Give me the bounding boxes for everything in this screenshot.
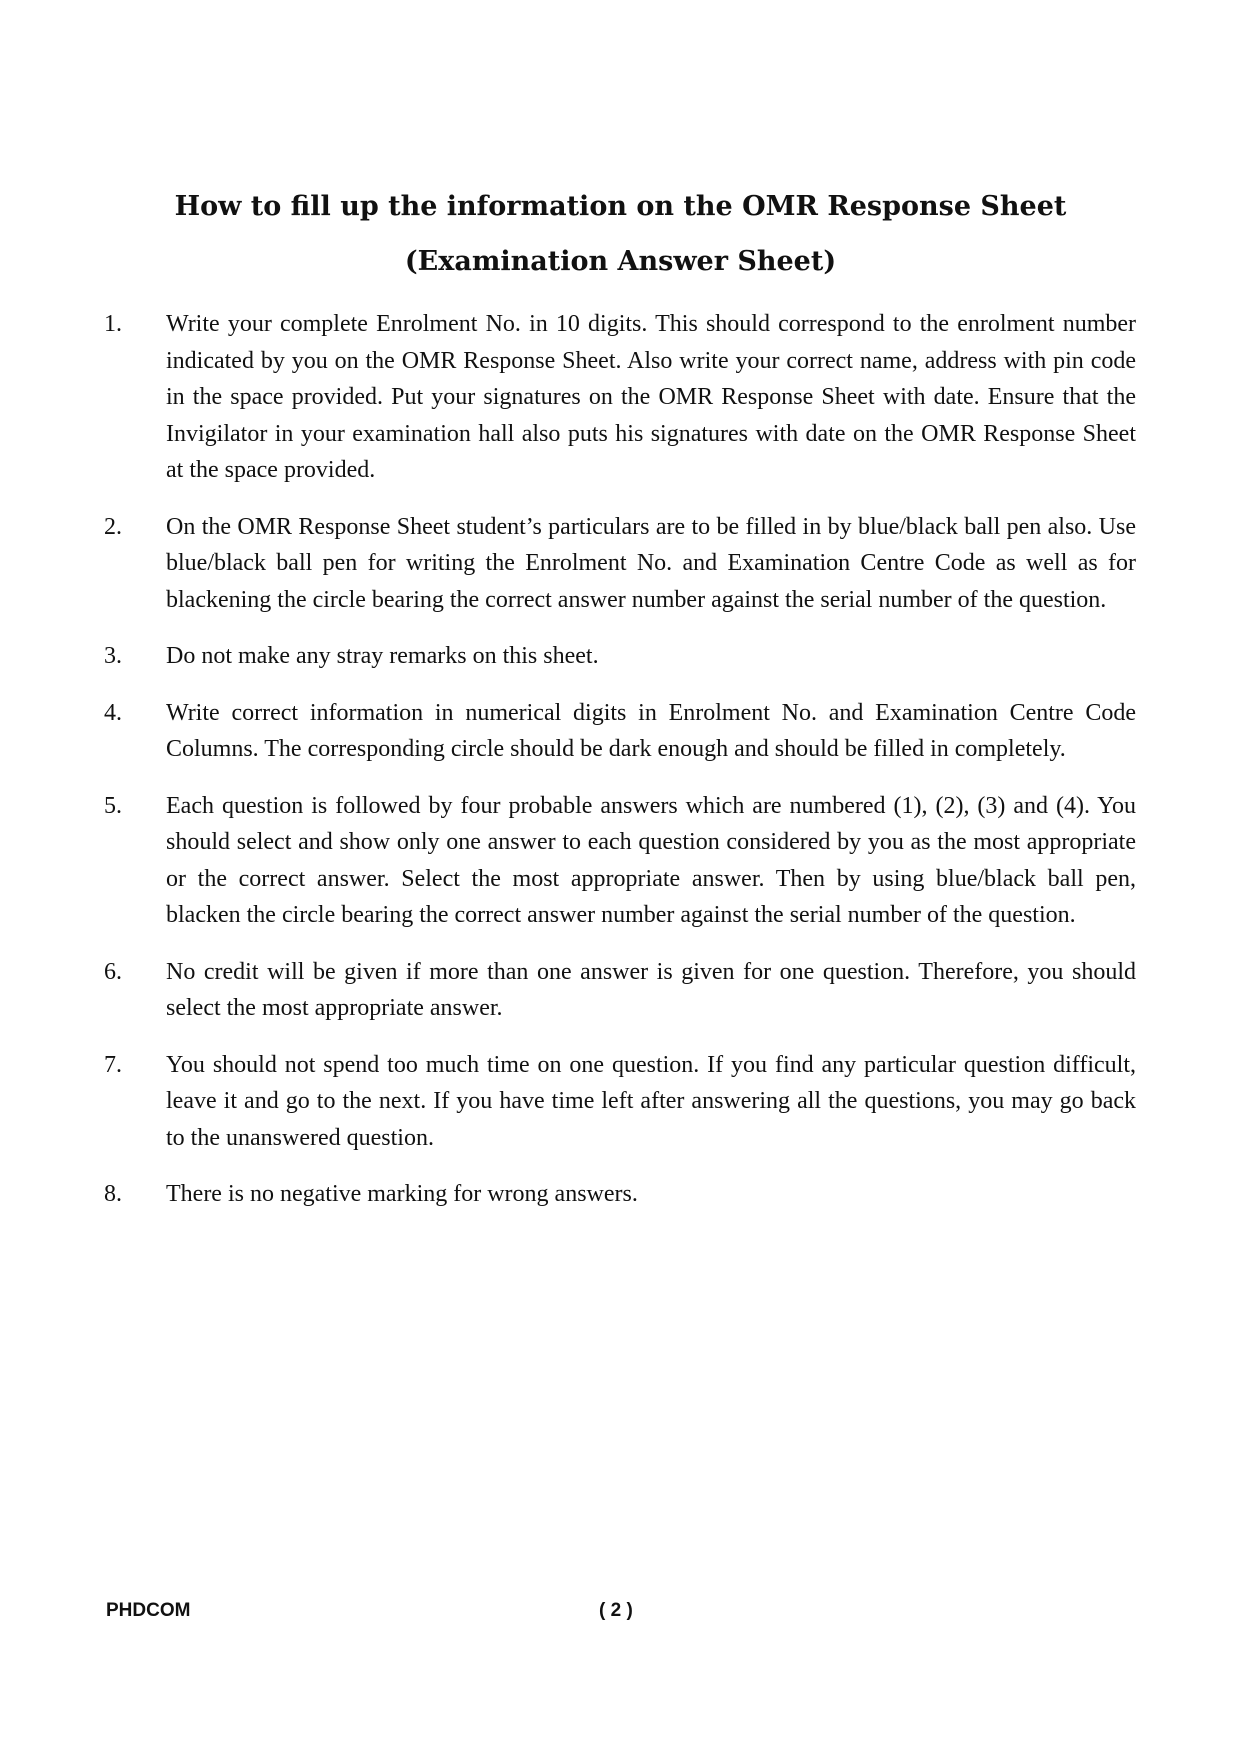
page-title: How to fill up the information on the OMR Response Sheet <box>174 191 1067 222</box>
instruction-number: 2. <box>104 513 122 540</box>
instruction-item <box>104 638 1136 675</box>
instruction-item <box>104 788 1136 934</box>
instruction-text: Write your complete Enrolment No. in 10 digits. This should correspond to the enrolment number indicated by you on the OMR Response Sheet. Also write your correct name, address with pin code in the space provided. Put your signatures on the OMR Response Sheet with date. Ensure that the Invigilator in your examination hall also puts his signatures with date on the OMR Response Sheet at the space provided. <box>166 311 1136 483</box>
instruction-number: 6. <box>104 958 122 985</box>
page-number: ( 2 ) <box>599 1600 633 1621</box>
instructions-list <box>104 306 1136 1233</box>
instruction-item <box>104 306 1136 489</box>
footer-course-code: PHDCOM <box>106 1600 191 1621</box>
instruction-item <box>104 1176 1136 1213</box>
instruction-text: On the OMR Response Sheet student’s particulars are to be filled in by blue/black ball pen also. Use blue/black ball pen for writing the Enrolment No. and Examination Centre Code as well as for blackening the circle bearing the correct answer number against the serial number of the question. <box>166 513 1136 613</box>
page-subtitle: (Examination Answer Sheet) <box>404 246 837 277</box>
instruction-item <box>104 509 1136 619</box>
instruction-number: 3. <box>104 643 122 669</box>
instruction-text: No credit will be given if more than one answer is given for one question. Therefore, you should select the most appropriate answer. <box>166 958 1136 1021</box>
instruction-number: 7. <box>104 1051 122 1078</box>
instruction-item <box>104 954 1136 1027</box>
instruction-item <box>104 1047 1136 1157</box>
instruction-number: 1. <box>104 311 122 337</box>
instruction-number: 8. <box>104 1181 122 1207</box>
instruction-text: Each question is followed by four probable answers which are numbered (1), (2), (3) and (4). You should select and show only one answer to each question considered by you as the most appropriate or the correct answer. Select the most appropriate answer. Then by using blue/black ball pen, blacken the circle bearing the correct answer number against the serial number of the question. <box>166 792 1136 928</box>
instruction-text: You should not spend too much time on one question. If you find any particular question difficult, leave it and go to the next. If you have time left after answering all the questions, you may go back to the unanswered question. <box>166 1051 1136 1151</box>
instruction-text: There is no negative marking for wrong answers. <box>166 1181 638 1207</box>
instruction-number: 4. <box>104 699 122 726</box>
instruction-item <box>104 695 1136 768</box>
instruction-text: Do not make any stray remarks on this sheet. <box>166 643 599 669</box>
instruction-text: Write correct information in numerical digits in Enrolment No. and Examination Centre Code Columns. The corresponding circle should be dark enough and should be filled in completely. <box>166 699 1136 762</box>
instruction-number: 5. <box>104 792 122 819</box>
